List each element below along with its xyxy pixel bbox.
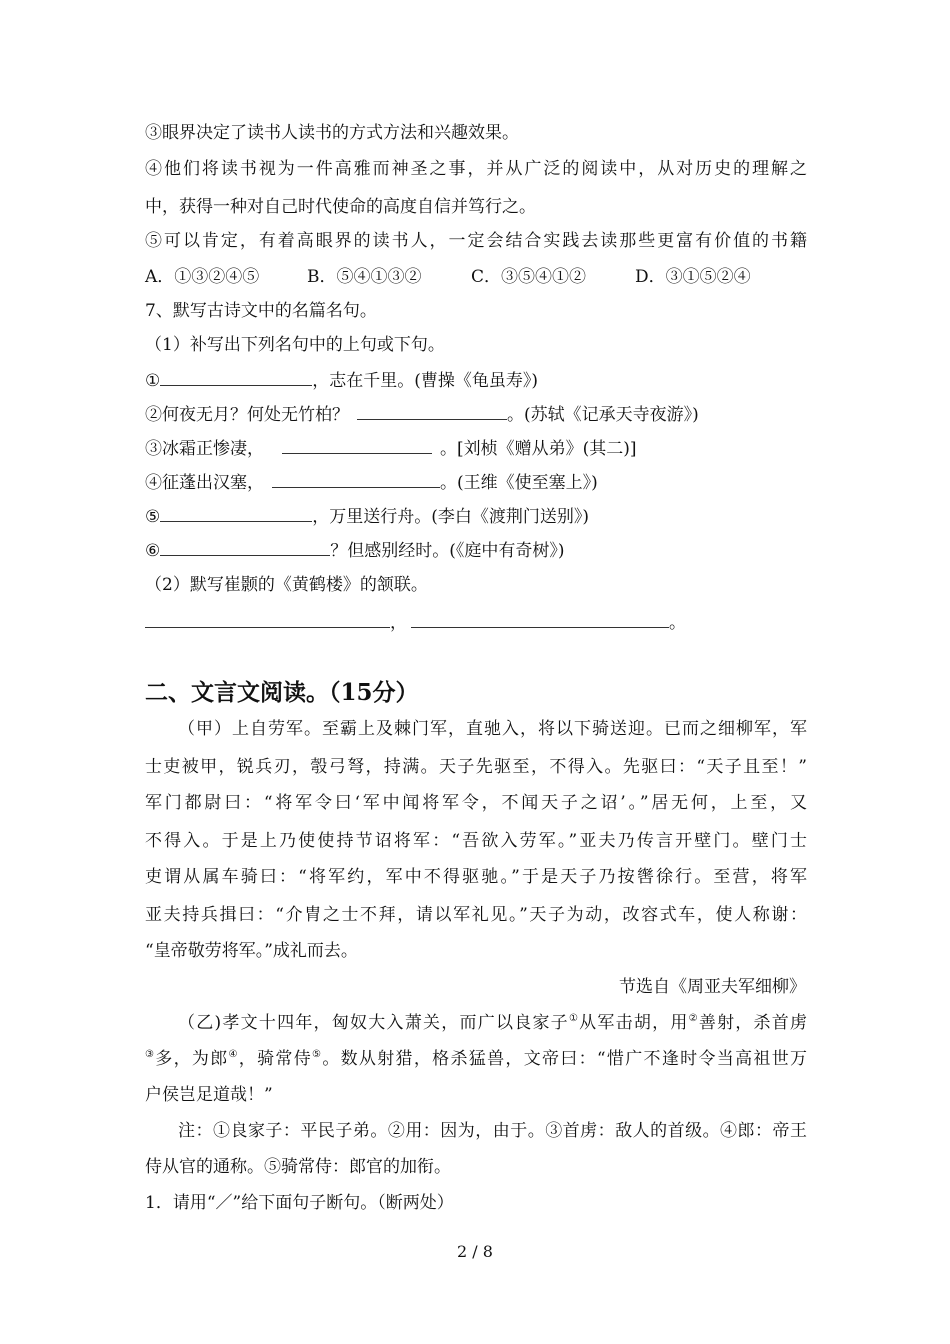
q7-item4 bbox=[145, 470, 598, 494]
passage-jia-source: 节选自《周亚夫军细柳》 bbox=[619, 977, 806, 997]
q7-item3 bbox=[145, 436, 637, 460]
footnote-mark: ④ bbox=[228, 1049, 239, 1060]
item5-prefix: ⑤ bbox=[145, 507, 161, 527]
answer-blank[interactable] bbox=[272, 470, 440, 488]
item1-prefix: ① bbox=[145, 371, 161, 391]
footnote-mark: ② bbox=[688, 1013, 699, 1024]
page-number: 2 / 8 bbox=[457, 1242, 493, 1261]
option-a: A．①③②④⑤ bbox=[145, 267, 260, 287]
item5-suffix: ，万里送行舟。(李白《渡荆门送别》) bbox=[312, 507, 590, 527]
answer-blank[interactable] bbox=[160, 504, 312, 522]
item3-suffix: 。[刘桢《赠从弟》(其二)] bbox=[440, 439, 637, 459]
q7-item2 bbox=[145, 402, 699, 426]
footnote-mark: ⑤ bbox=[312, 1049, 323, 1060]
passage-yi-line3: 户侯岂足道哉！” bbox=[145, 1085, 273, 1105]
sentence-3: ③眼界决定了读书人读书的方式方法和兴趣效果。 bbox=[145, 123, 519, 143]
q7-part2-title: （2）默写崔颢的《黄鹤楼》的颔联。 bbox=[145, 575, 428, 595]
item2-prefix: ②何夜无月？何处无竹柏？ bbox=[145, 405, 349, 425]
answer-blank[interactable] bbox=[282, 436, 432, 454]
item6-prefix: ⑥ bbox=[145, 541, 161, 561]
notes-line1: 注：①良家子：平民子弟。②用：因为，由于。③首虏：敌人的首级。④郎：帝王 bbox=[178, 1121, 807, 1141]
q7-item5 bbox=[145, 504, 589, 528]
passage-jia-line: 亚夫持兵揖曰：“介胄之士不拜，请以军礼见。”天子为动，改容式车，使人称谢： bbox=[145, 905, 807, 925]
answer-blank[interactable] bbox=[357, 402, 507, 420]
sentence-4-line1: ④他们将读书视为一件高雅而神圣之事，并从广泛的阅读中，从对历史的理解之 bbox=[145, 159, 807, 179]
notes-line2: 侍从官的通称。⑤骑常侍：郎官的加衔。 bbox=[145, 1157, 451, 1177]
passage-jia-line: （甲）上自劳军。至霸上及棘门军，直驰入，将以下骑送迎。已而之细柳军，军 bbox=[178, 719, 807, 739]
option-b: B．⑤④①③② bbox=[307, 267, 422, 287]
answer-blank[interactable] bbox=[160, 538, 330, 556]
q7-title: 7、默写古诗文中的名篇名句。 bbox=[145, 301, 377, 321]
answer-options bbox=[145, 266, 751, 288]
passage-jia-line: 吏谓从属车骑曰：“将军约，军中不得驱驰。”于是天子乃按辔徐行。至营，将军 bbox=[145, 867, 807, 887]
q7-item6 bbox=[145, 538, 565, 562]
option-c: C．③⑤④①② bbox=[471, 267, 587, 287]
comma: ， bbox=[390, 613, 407, 633]
item2-suffix: 。(苏轼《记承天寺夜游》) bbox=[507, 405, 699, 425]
option-d: D．③①⑤②④ bbox=[635, 267, 751, 287]
passage-jia-line: 士吏被甲，锐兵刃，彀弓弩，持满。天子先驱至，不得入。先驱曰：“天子且至！” bbox=[145, 757, 807, 777]
q7-part2-blanks bbox=[145, 610, 686, 634]
footnote-mark: ① bbox=[568, 1013, 580, 1024]
item4-prefix: ④征蓬出汉塞， bbox=[145, 473, 264, 493]
item4-suffix: 。(王维《使至塞上》) bbox=[440, 473, 598, 493]
item6-suffix: ？但感别经时。(《庭中有奇树》) bbox=[330, 541, 565, 561]
passage-jia-line: 军门都尉曰：“将军令曰‘军中闻将军令，不闻天子之诏’。”居无何，上至，又 bbox=[145, 793, 807, 813]
passage-jia-line: 不得入。于是上乃使使持节诏将军：“吾欲入劳军。”亚夫乃传言开壁门。壁门士 bbox=[145, 831, 807, 851]
q1-prompt: 1．请用“／”给下面句子断句。（断两处） bbox=[145, 1193, 454, 1213]
q7-item1 bbox=[145, 368, 538, 392]
q7-part1-title: （1）补写出下列名句中的上句或下句。 bbox=[145, 335, 445, 355]
footnote-mark: ③ bbox=[145, 1049, 156, 1060]
section-heading: 二、文言文阅读。（15分） bbox=[145, 679, 419, 706]
passage-jia-line: “皇帝敬劳将军。”成礼而去。 bbox=[145, 941, 358, 961]
answer-blank[interactable] bbox=[160, 368, 312, 386]
sentence-5: ⑤可以肯定，有着高眼界的读书人，一定会结合实践去读那些更富有价值的书籍 bbox=[145, 231, 807, 251]
answer-blank[interactable] bbox=[411, 610, 669, 628]
sentence-4-line2: 中，获得一种对自己时代使命的高度自信并笃行之。 bbox=[145, 197, 536, 217]
passage-yi-line1: （乙)孝文十四年，匈奴大入萧关，而广以良家子①从军击胡，用②善射，杀首虏 bbox=[178, 1013, 808, 1033]
answer-blank[interactable] bbox=[145, 610, 390, 628]
passage-yi-line2: ③多，为郎④，骑常侍⑤。数从射猎，格杀猛兽，文帝曰：“惜广不逢时令当高祖世万 bbox=[145, 1049, 808, 1069]
period: 。 bbox=[669, 613, 686, 633]
item3-prefix: ③冰霜正惨凄， bbox=[145, 439, 264, 459]
item1-suffix: ，志在千里。(曹操《龟虽寿》) bbox=[312, 371, 539, 391]
